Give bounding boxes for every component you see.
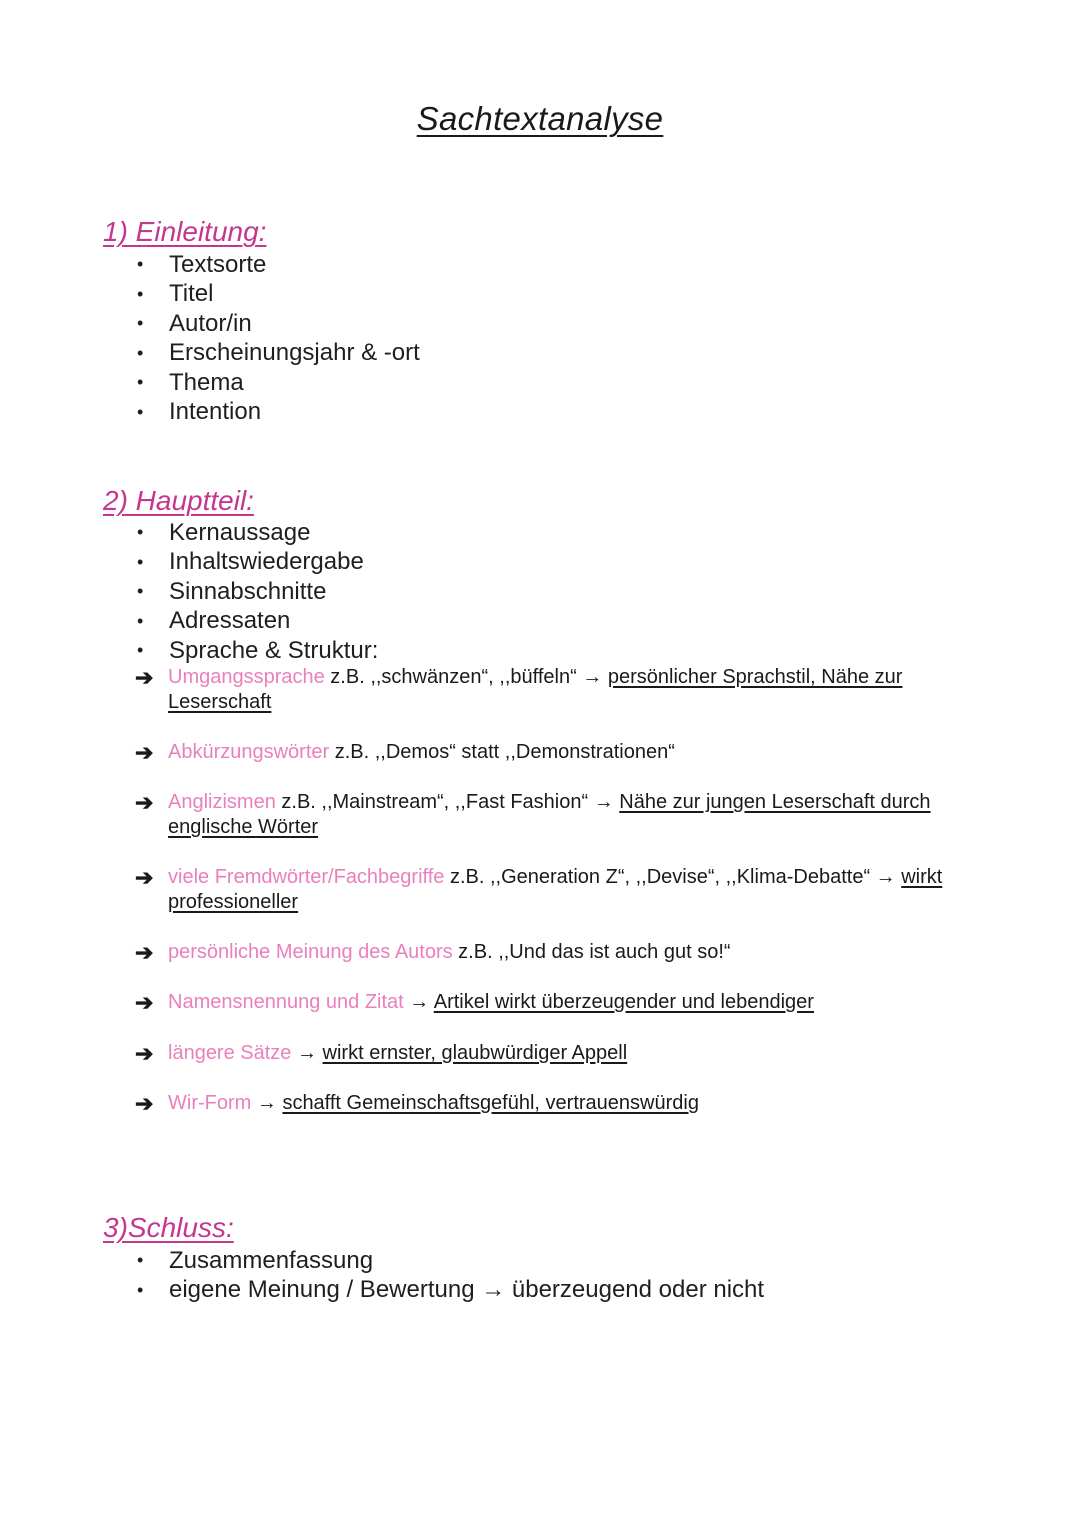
example-text: →	[291, 1042, 323, 1064]
einleitung-list	[133, 250, 420, 427]
list-item	[133, 607, 378, 637]
term-label: Wir-Form	[168, 1092, 252, 1114]
list-item-label: Intention	[169, 398, 262, 426]
arrow-item-umgangssprache	[135, 665, 985, 715]
list-item-label: Titel	[169, 280, 214, 308]
effect-text: Artikel wirkt überzeugender und lebendiger	[433, 991, 814, 1013]
list-item-label: Adressaten	[169, 607, 291, 635]
section-heading-hauptteil: 2) Hauptteil:	[103, 485, 254, 516]
arrow-right-icon: ➔	[135, 665, 154, 690]
arrow-item-text	[168, 790, 985, 840]
bullet-icon: •	[137, 551, 144, 572]
example-text: z.B. ,,Und das ist auch gut so!“	[452, 941, 731, 963]
example-text: z.B. ,,Mainstream“, ,,Fast Fashion“ →	[275, 791, 620, 813]
hauptteil-list	[133, 518, 378, 666]
arrow-item-laengere-saetze	[135, 1041, 985, 1066]
list-item	[133, 339, 420, 369]
list-item	[133, 309, 420, 339]
arrow-item-text	[168, 1041, 985, 1066]
list-item	[133, 250, 420, 280]
bullet-icon: •	[137, 342, 144, 363]
arrow-right-icon: ➔	[135, 1041, 154, 1066]
list-item-label: Textsorte	[169, 250, 267, 278]
bullet-icon: •	[137, 581, 144, 602]
arrow-right-icon: ➔	[135, 740, 154, 765]
list-item	[133, 518, 378, 548]
arrow-item-text	[168, 665, 985, 715]
arrow-right-icon: ➔	[135, 790, 154, 815]
arrow-item-fremdwoerter	[135, 865, 985, 915]
list-item	[133, 280, 420, 310]
arrow-item-anglizismen	[135, 790, 985, 840]
list-item	[133, 398, 420, 428]
page-title: Sachtextanalyse	[416, 100, 664, 137]
bullet-icon: •	[137, 1279, 144, 1300]
arrow-item-text	[168, 1091, 985, 1116]
example-text: →	[403, 991, 434, 1013]
bullet-icon: •	[137, 254, 144, 275]
list-item	[133, 577, 378, 607]
arrow-item-abkuerzungswoerter	[135, 740, 985, 765]
bullet-icon: •	[137, 640, 144, 661]
effect-text: persönlicher Sprachstil, Nähe zur Leserschaft	[168, 666, 903, 713]
term-label: viele Fremdwörter/Fachbegriffe	[168, 866, 445, 888]
example-text: z.B. ,,schwänzen“, ,,büffeln“ →	[324, 666, 608, 688]
arrow-item-text	[168, 740, 985, 765]
list-item-label: eigene Meinung / Bewertung → überzeugend oder nicht	[169, 1276, 765, 1304]
bullet-icon: •	[137, 610, 144, 631]
arrow-item-text	[168, 990, 985, 1015]
arrow-item-wir-form	[135, 1091, 985, 1116]
effect-text: wirkt professioneller	[168, 866, 943, 913]
list-item	[133, 548, 378, 578]
effect-text: schafft Gemeinschaftsgefühl, vertrauenswürdig	[282, 1092, 699, 1114]
list-item-label: Erscheinungsjahr & -ort	[169, 339, 420, 367]
term-label: Namensnennung und Zitat	[168, 991, 404, 1013]
list-item-label: Sprache & Struktur:	[169, 636, 379, 664]
list-item	[133, 1246, 764, 1276]
effect-text: wirkt ernster, glaubwürdiger Appell	[322, 1042, 628, 1064]
bullet-icon: •	[137, 1250, 144, 1271]
effect-text: Nähe zur jungen Leserschaft durch englische Wörter	[168, 791, 931, 838]
list-item-label: Thema	[169, 368, 244, 396]
term-label: persönliche Meinung des Autors	[168, 941, 453, 963]
bullet-icon: •	[137, 401, 144, 422]
bullet-icon: •	[137, 313, 144, 334]
arrow-item-text	[168, 865, 985, 915]
example-text: →	[251, 1092, 283, 1114]
term-label: Anglizismen	[168, 791, 276, 813]
term-label: Umgangssprache	[168, 666, 325, 688]
arrow-right-icon: ➔	[135, 990, 154, 1015]
arrow-item-meinung	[135, 940, 985, 965]
example-text: z.B. ,,Generation Z“, ,,Devise“, ,,Klima-Debatte“ →	[444, 866, 902, 888]
list-item	[133, 1276, 764, 1306]
example-text: z.B. ,,Demos“ statt ,,Demonstrationen“	[329, 741, 675, 763]
bullet-icon: •	[137, 283, 144, 304]
term-label: längere Sätze	[168, 1042, 292, 1064]
schluss-list	[133, 1246, 764, 1305]
arrow-right-icon: ➔	[135, 1091, 154, 1116]
list-item-label: Sinnabschnitte	[169, 577, 327, 605]
list-item-label: Autor/in	[169, 309, 252, 337]
section-heading-schluss: 3)Schluss:	[103, 1212, 234, 1243]
list-item-label: Inhaltswiedergabe	[169, 548, 364, 576]
arrow-item-text	[168, 940, 985, 965]
list-item-label: Kernaussage	[169, 518, 311, 546]
list-item	[133, 636, 378, 666]
list-item	[133, 368, 420, 398]
bullet-icon: •	[137, 372, 144, 393]
list-item-label: Zusammenfassung	[169, 1246, 374, 1274]
arrow-item-namensnennung	[135, 990, 985, 1015]
arrow-right-icon: ➔	[135, 865, 154, 890]
arrow-right-icon: ➔	[135, 940, 154, 965]
bullet-icon: •	[137, 522, 144, 543]
section-heading-einleitung: 1) Einleitung:	[103, 216, 267, 247]
term-label: Abkürzungswörter	[168, 741, 330, 763]
